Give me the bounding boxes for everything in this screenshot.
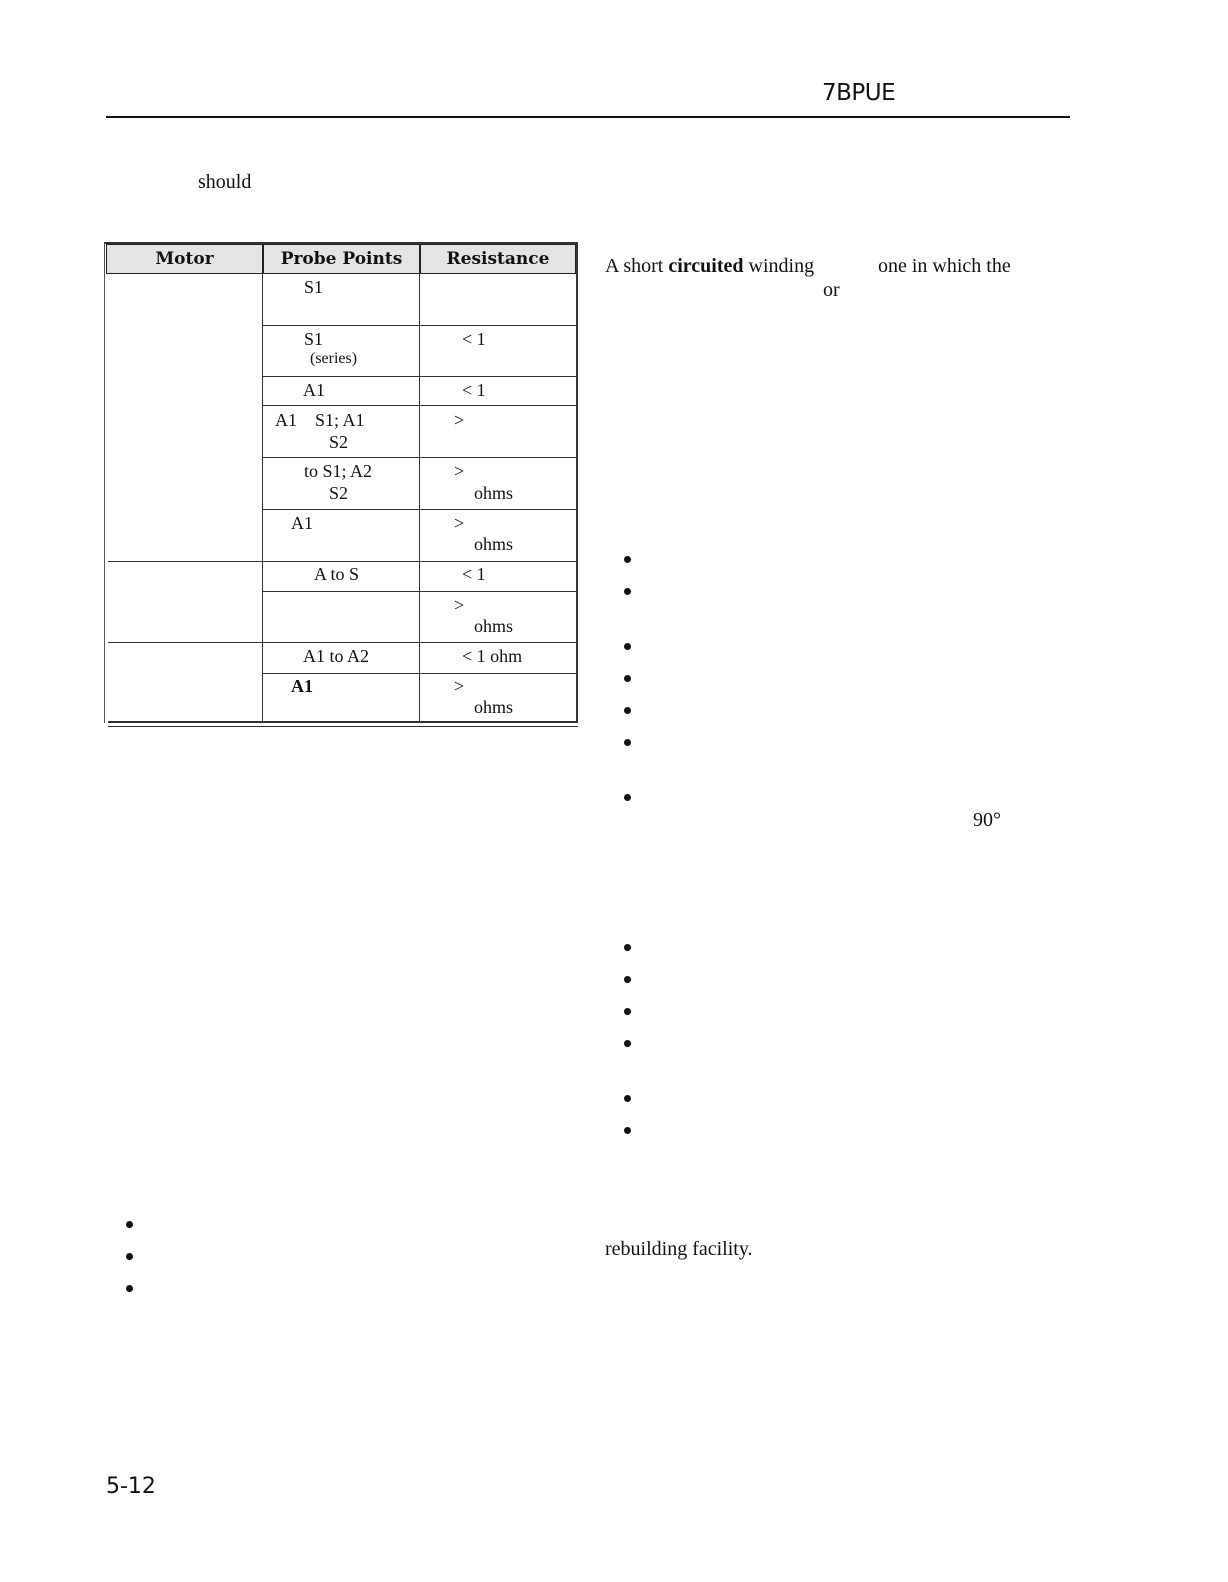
bullet-marker	[624, 794, 631, 801]
row-divider	[262, 673, 576, 674]
text-fragment: circuited	[668, 255, 744, 277]
closing-text: rebuilding facility.	[605, 1238, 753, 1260]
probe-cell: S1	[304, 277, 324, 297]
resistance-cell: ohms	[474, 534, 514, 554]
resistance-cell: >	[454, 410, 465, 430]
probe-cell: A1 to A2	[303, 646, 370, 666]
table-bottom-rule	[108, 721, 578, 723]
resistance-cell: ohms	[474, 616, 514, 636]
bullet-marker	[624, 944, 631, 951]
bullet-marker	[624, 1095, 631, 1102]
bullet-marker	[624, 739, 631, 746]
row-divider	[262, 376, 576, 377]
short-circuit-sentence-end: one in which the	[878, 255, 1011, 277]
column-divider	[262, 274, 263, 722]
bullet-marker	[624, 707, 631, 714]
bullet-marker	[126, 1285, 133, 1292]
intro-text: should	[198, 171, 252, 193]
row-divider	[262, 509, 576, 510]
resistance-cell: < 1	[462, 564, 486, 584]
column-divider	[419, 274, 420, 722]
probe-cell-note: (series)	[310, 350, 358, 367]
resistance-cell: >	[454, 676, 465, 696]
column-header-motor: Motor	[106, 244, 263, 274]
probe-cell: to S1; A2	[304, 461, 373, 481]
text-fragment: winding	[743, 255, 815, 277]
bullet-marker	[624, 1040, 631, 1047]
resistance-cell: < 1 ohm	[462, 646, 523, 666]
bullet-marker	[624, 556, 631, 563]
text-fragment-or: or	[823, 279, 840, 301]
column-header-resistance: Resistance	[420, 244, 576, 274]
page-number: 5-12	[106, 1474, 156, 1499]
group-divider	[108, 642, 576, 643]
resistance-cell: >	[454, 595, 465, 615]
probe-cell: S2	[329, 432, 349, 452]
probe-cell: A1 S1; A1	[275, 410, 365, 430]
row-divider	[262, 325, 576, 326]
text-fragment: A short	[605, 255, 669, 277]
short-circuit-sentence	[605, 255, 814, 278]
bullet-marker	[624, 643, 631, 650]
resistance-cell: < 1	[462, 380, 486, 400]
row-divider	[262, 457, 576, 458]
bullet-marker	[126, 1253, 133, 1260]
column-header-probe-points: Probe Points	[263, 244, 420, 274]
document-code: 7BPUE	[822, 80, 896, 106]
probe-cell: A1	[291, 513, 313, 533]
bullet-marker	[624, 976, 631, 983]
table-bottom-rule	[108, 726, 578, 727]
bullet-marker	[624, 588, 631, 595]
bullet-marker	[624, 675, 631, 682]
bullet-marker	[126, 1221, 133, 1228]
resistance-cell: ohms	[474, 483, 514, 503]
bullet-marker	[624, 1127, 631, 1134]
degree-value: 90°	[973, 809, 1001, 831]
resistance-cell: >	[454, 513, 465, 533]
row-divider	[262, 591, 576, 592]
probe-cell: A to S	[314, 564, 360, 584]
header-rule	[106, 116, 1070, 118]
probe-cell: A1	[303, 380, 325, 400]
resistance-table	[104, 242, 578, 725]
group-divider	[108, 561, 576, 562]
resistance-cell: ohms	[474, 697, 514, 717]
row-divider	[262, 405, 576, 406]
resistance-cell: < 1	[462, 329, 486, 349]
probe-cell: S2	[329, 483, 349, 503]
bullet-marker	[624, 1008, 631, 1015]
resistance-cell: >	[454, 461, 465, 481]
probe-cell: A1	[291, 676, 313, 696]
probe-cell: S1	[304, 329, 324, 349]
